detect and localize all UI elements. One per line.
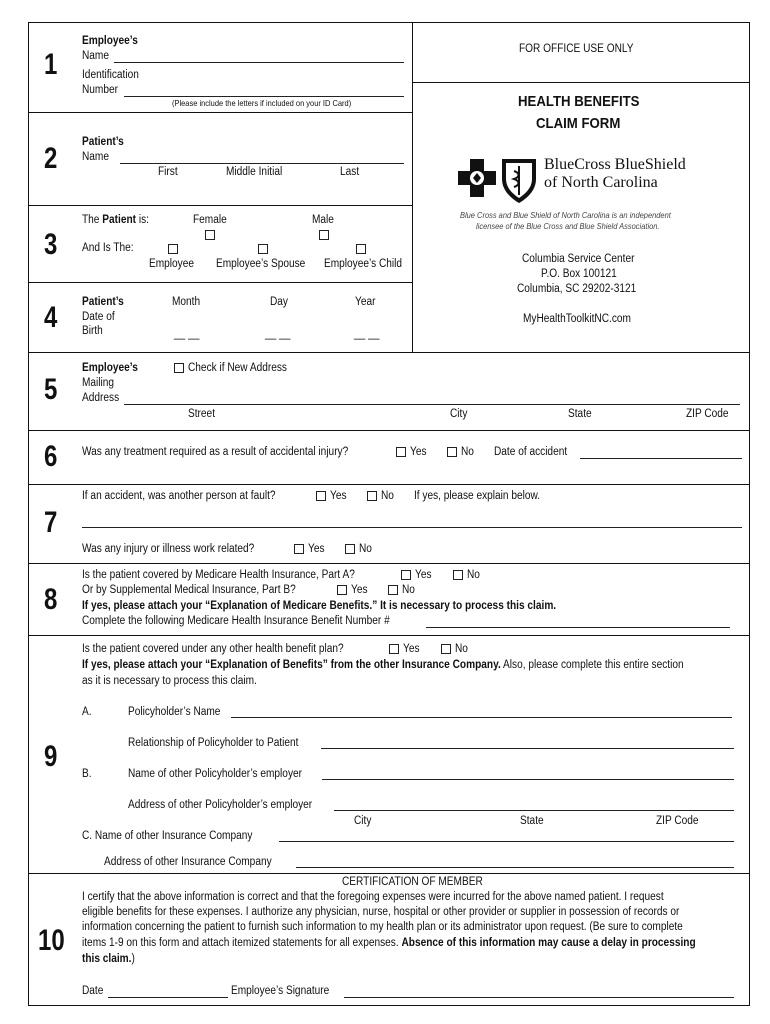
section-number-5: 5	[44, 373, 58, 406]
mailing-label: Mailing	[82, 377, 115, 389]
employer-address-label: Address of other Policyholder’s employer	[128, 799, 313, 811]
section-number-7: 7	[44, 506, 58, 539]
employer-name-label: Name of other Policyholder’s employer	[128, 768, 303, 780]
patient-name-label: Name	[82, 151, 110, 163]
section-number-2: 2	[44, 142, 58, 175]
spouse-option-label: Employee’s Spouse	[216, 258, 306, 270]
signature-field[interactable]	[344, 997, 734, 998]
identification-number-field[interactable]	[124, 96, 404, 97]
signature-label: Employee’s Signature	[231, 985, 330, 997]
medicare-a-no-label: No	[467, 569, 480, 581]
divider-8-9	[28, 635, 750, 636]
date-label: Date	[82, 985, 104, 997]
patients-dob-label: Patient’s	[82, 296, 124, 308]
bcbs-logo-icon	[458, 157, 540, 205]
day-field[interactable]: __ __	[265, 328, 291, 340]
employer-city-label: City	[354, 815, 372, 827]
medicare-a-no-checkbox[interactable]	[453, 570, 463, 580]
divider-4-5	[28, 352, 750, 353]
new-address-label: Check if New Address	[188, 362, 287, 374]
fault-yes-label: Yes	[330, 490, 347, 502]
other-plan-yes-label: Yes	[403, 643, 420, 655]
address-line2: P.O. Box 100121	[541, 268, 617, 280]
year-field[interactable]: __ __	[354, 328, 380, 340]
divider-7-8	[28, 563, 750, 564]
employer-state-label: State	[520, 815, 544, 827]
city-label: City	[450, 408, 468, 420]
patient-name-field[interactable]	[120, 163, 404, 164]
employer-name-field[interactable]	[322, 779, 734, 780]
divider-vertical	[412, 22, 413, 352]
address-line1: Columbia Service Center	[522, 253, 635, 265]
accident-no-label: No	[461, 446, 474, 458]
medicare-number-field[interactable]	[426, 627, 730, 628]
section-number-3: 3	[44, 228, 58, 261]
accident-yes-checkbox[interactable]	[396, 447, 406, 457]
medicare-b-no-checkbox[interactable]	[388, 585, 398, 595]
patient-is-label: The Patient is:	[82, 214, 149, 226]
relationship-field[interactable]	[321, 748, 734, 749]
work-related-yes-checkbox[interactable]	[294, 544, 304, 554]
fault-yes-checkbox[interactable]	[316, 491, 326, 501]
female-checkbox[interactable]	[205, 230, 215, 240]
first-label: First	[158, 166, 178, 178]
divider-2-3	[28, 205, 412, 206]
month-field[interactable]: __ __	[174, 328, 200, 340]
form-title-line1: HEALTH BENEFITS	[518, 93, 640, 110]
medicare-attach-note: If yes, please attach your “Explanation of Medicare Benefits.” It is necessary to process this claim.	[82, 600, 557, 612]
work-related-yes-label: Yes	[308, 543, 325, 555]
last-label: Last	[340, 166, 360, 178]
male-label: Male	[312, 214, 334, 226]
accident-question: Was any treatment required as a result of accidental injury?	[82, 446, 349, 458]
medicare-part-b-question: Or by Supplemental Medical Insurance, Part B?	[82, 584, 296, 596]
fault-question: If an accident, was another person at fault?	[82, 490, 276, 502]
female-label: Female	[193, 214, 227, 226]
other-insurance-name-label: C. Name of other Insurance Company	[82, 830, 253, 842]
employee-name-field[interactable]	[114, 62, 404, 63]
medicare-a-yes-checkbox[interactable]	[401, 570, 411, 580]
id-note: (Please include the letters if included on your ID Card)	[172, 98, 352, 108]
policyholder-name-label: Policyholder’s Name	[128, 706, 221, 718]
logo-name-line1: BlueCross BlueShield	[544, 156, 686, 173]
zip-label: ZIP Code	[686, 408, 729, 420]
certification-heading: CERTIFICATION OF MEMBER	[342, 876, 483, 888]
relationship-label: Relationship of Policyholder to Patient	[128, 737, 299, 749]
identification-label: Identification	[82, 69, 139, 81]
medicare-part-a-question: Is the patient covered by Medicare Health Insurance, Part A?	[82, 569, 355, 581]
divider-6-7	[28, 484, 750, 485]
work-related-no-checkbox[interactable]	[345, 544, 355, 554]
fault-explain-label: If yes, please explain below.	[414, 490, 541, 502]
divider-office	[412, 82, 750, 83]
patient-label: Patient’s	[82, 136, 124, 148]
policyholder-name-field[interactable]	[231, 717, 732, 718]
other-plan-attach-note: If yes, please attach your “Explanation of Benefits” from the other Insurance Company. Also, please complete this entire section	[82, 659, 684, 671]
disclaimer-line2: licensee of the Blue Cross and Blue Shield Association.	[476, 221, 660, 231]
fault-no-label: No	[381, 490, 394, 502]
section-number-8: 8	[44, 583, 58, 616]
day-label: Day	[270, 296, 288, 308]
employees-mailing-label: Employee’s	[82, 362, 138, 374]
date-field[interactable]	[108, 997, 228, 998]
employer-address-field[interactable]	[334, 810, 734, 811]
other-insurance-address-field[interactable]	[296, 867, 734, 868]
number-label: Number	[82, 84, 118, 96]
section-number-10: 10	[38, 924, 65, 957]
item-b-label: B.	[82, 768, 92, 780]
other-plan-note-line3: as it is necessary to process this claim.	[82, 675, 257, 687]
spouse-checkbox[interactable]	[258, 244, 268, 254]
section-number-4: 4	[44, 301, 58, 334]
new-address-checkbox[interactable]	[174, 363, 184, 373]
other-plan-no-label: No	[455, 643, 468, 655]
state-label: State	[568, 408, 592, 420]
other-plan-question: Is the patient covered under any other health benefit plan?	[82, 643, 344, 655]
divider-5-6	[28, 430, 750, 431]
website-link[interactable]: MyHealthToolkitNC.com	[523, 313, 631, 325]
disclaimer-line1: Blue Cross and Blue Shield of North Carolina is an independent	[460, 210, 671, 220]
work-related-question: Was any injury or illness work related?	[82, 543, 255, 555]
medicare-b-yes-label: Yes	[351, 584, 368, 596]
male-checkbox[interactable]	[319, 230, 329, 240]
middle-initial-label: Middle Initial	[226, 166, 283, 178]
fault-explanation-field[interactable]	[82, 527, 742, 528]
other-plan-yes-checkbox[interactable]	[389, 644, 399, 654]
address-label: Address	[82, 392, 120, 404]
medicare-b-no-label: No	[402, 584, 415, 596]
certification-line3: information concerning the patient to furnish such information to my health plan or its administrator upon request. (Be sure to complete	[82, 921, 683, 933]
section-number-1: 1	[44, 48, 58, 81]
certification-line5: this claim.)	[82, 953, 135, 965]
divider-3-4	[28, 282, 412, 283]
section-number-9: 9	[44, 740, 58, 773]
form-title-line2: CLAIM FORM	[536, 115, 621, 132]
divider-1-2	[28, 112, 412, 113]
date-of-label: Date of	[82, 311, 115, 323]
child-checkbox[interactable]	[356, 244, 366, 254]
other-insurance-name-field[interactable]	[279, 841, 734, 842]
other-insurance-address-label: Address of other Insurance Company	[104, 856, 272, 868]
section-number-6: 6	[44, 440, 58, 473]
certification-line4: items 1-9 on this form and attach itemized statements for all expenses. Absence of this information may cause a delay in processing	[82, 937, 696, 949]
employer-zip-label: ZIP Code	[656, 815, 699, 827]
medicare-number-label: Complete the following Medicare Health Insurance Benefit Number #	[82, 615, 390, 627]
employee-option-label: Employee	[149, 258, 195, 270]
street-label: Street	[188, 408, 216, 420]
month-label: Month	[172, 296, 201, 308]
address-line3: Columbia, SC 29202-3121	[517, 283, 637, 295]
certification-line2: eligible benefits for these expenses. I authorize any physician, nurse, hospital or other provider or supplier in possession of records or	[82, 906, 680, 918]
divider-9-10	[28, 873, 750, 874]
year-label: Year	[355, 296, 376, 308]
name-label: Name	[82, 50, 110, 62]
child-option-label: Employee’s Child	[324, 258, 403, 270]
and-is-the-label: And Is The:	[82, 242, 134, 254]
accident-no-checkbox[interactable]	[447, 447, 457, 457]
work-related-no-label: No	[359, 543, 372, 555]
mailing-address-field[interactable]	[124, 404, 740, 405]
medicare-b-yes-checkbox[interactable]	[337, 585, 347, 595]
fault-no-checkbox[interactable]	[367, 491, 377, 501]
birth-label: Birth	[82, 325, 103, 337]
office-use-label: FOR OFFICE USE ONLY	[519, 43, 634, 55]
date-of-accident-label: Date of accident	[494, 446, 568, 458]
employee-label: Employee’s	[82, 35, 138, 47]
logo-name-line2: of North Carolina	[544, 174, 658, 191]
item-a-label: A.	[82, 706, 92, 718]
date-of-accident-field[interactable]	[580, 458, 742, 459]
certification-line1: I certify that the above information is correct and that the foregoing expenses were incurred for the above named patient. I request	[82, 891, 664, 903]
employee-checkbox[interactable]	[168, 244, 178, 254]
medicare-a-yes-label: Yes	[415, 569, 432, 581]
accident-yes-label: Yes	[410, 446, 427, 458]
other-plan-no-checkbox[interactable]	[441, 644, 451, 654]
